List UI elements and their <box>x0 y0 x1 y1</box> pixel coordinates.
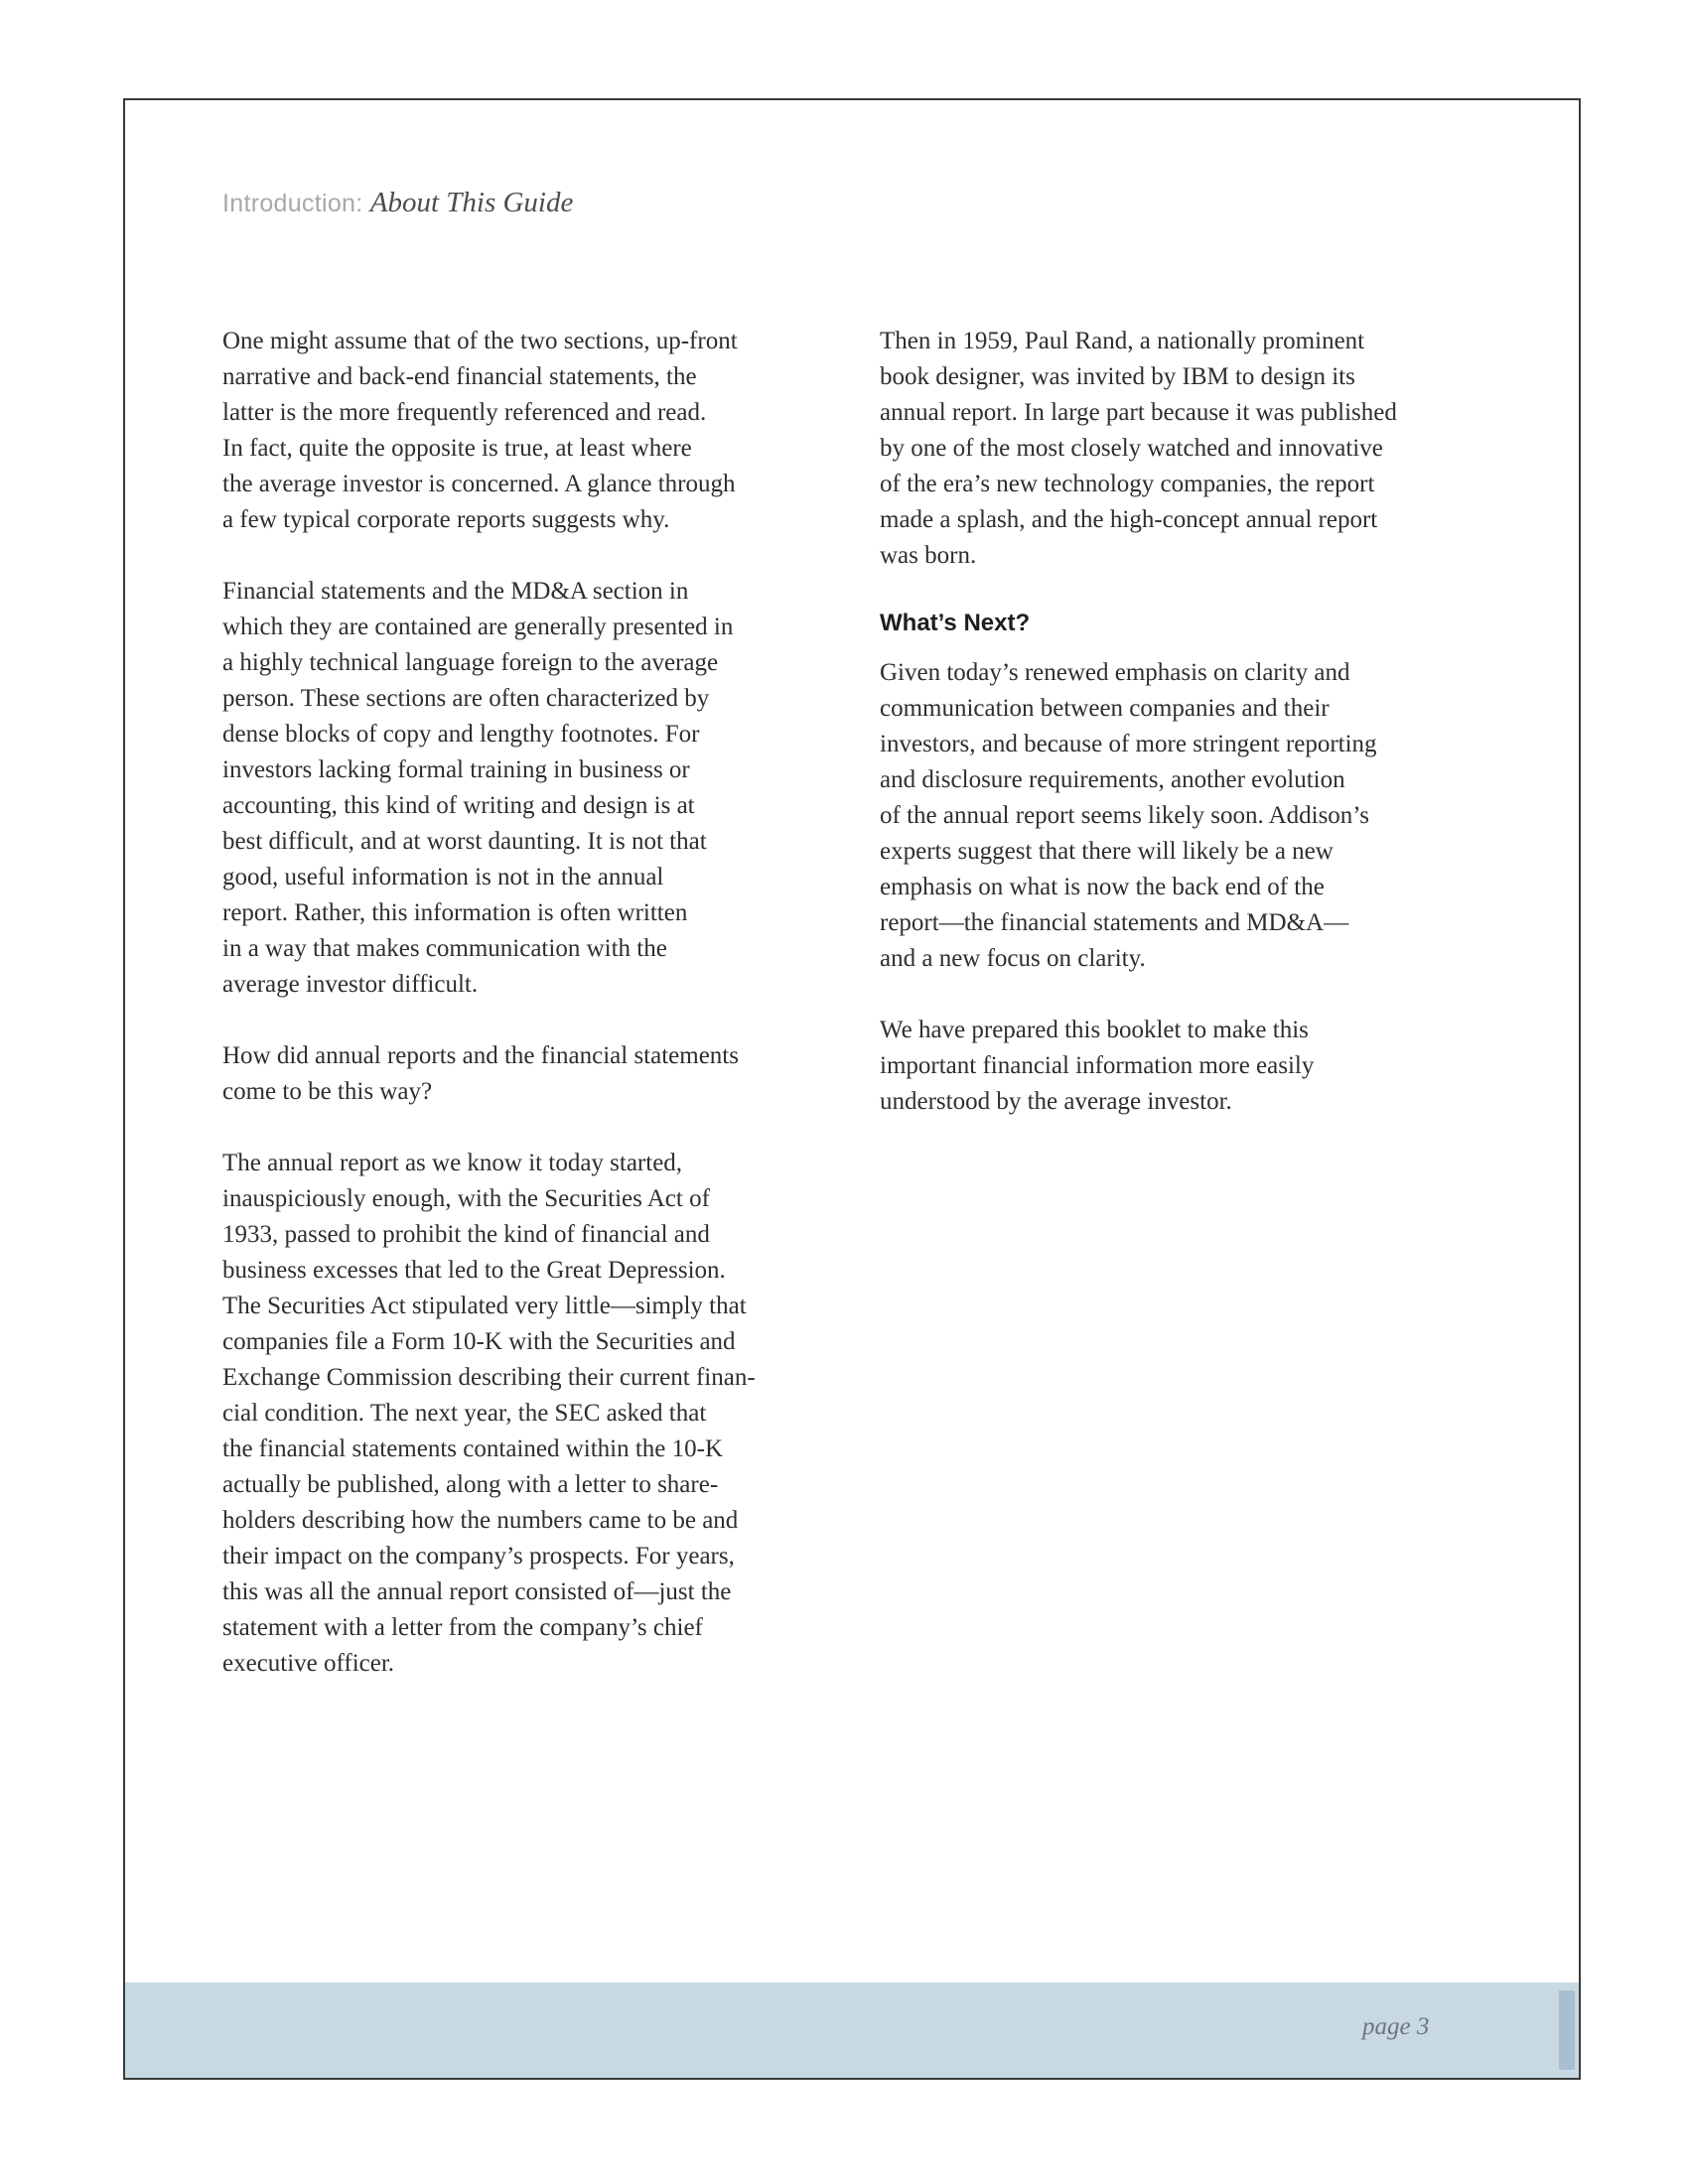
text-line: latter is the more frequently referenced and read. <box>222 399 707 426</box>
right-paragraph-2 <box>880 1013 1495 1120</box>
header-title: About This Guide <box>369 187 574 218</box>
footer-band-edge <box>1559 1990 1575 2070</box>
text-line: a few typical corporate reports suggests why. <box>222 506 670 533</box>
text-line: the financial statements contained within the 10-K <box>222 1435 724 1462</box>
text-line: statement with a letter from the company’s chief <box>222 1614 703 1641</box>
text-line: good, useful information is not in the annual <box>222 864 664 890</box>
text-line: We have prepared this booklet to make this <box>880 1017 1309 1043</box>
text-line: inauspiciously enough, with the Securities Act of <box>222 1185 710 1212</box>
text-line: was born. <box>880 542 977 569</box>
text-line: a highly technical language foreign to the average <box>222 649 719 676</box>
text-line: book designer, was invited by IBM to design its <box>880 363 1355 390</box>
text-line: of the era’s new technology companies, the report <box>880 471 1375 497</box>
left-paragraph-1 <box>222 324 838 538</box>
text-line: In fact, quite the opposite is true, at least where <box>222 435 692 462</box>
text-line: the average investor is concerned. A glance through <box>222 471 736 497</box>
page-number: page 3 <box>1362 2013 1430 2040</box>
text-line: of the annual report seems likely soon. Addison’s <box>880 802 1369 829</box>
text-line: investors lacking formal training in business or <box>222 756 690 783</box>
text-line: investors, and because of more stringent reporting <box>880 731 1377 757</box>
text-line: person. These sections are often characterized by <box>222 685 710 712</box>
text-line: narrative and back-end financial statements, the <box>222 363 697 390</box>
text-line: understood by the average investor. <box>880 1088 1232 1115</box>
text-line: Financial statements and the MD&A section in <box>222 578 689 605</box>
right-column <box>880 324 1495 1156</box>
header-section-label: Introduction: <box>222 190 363 217</box>
text-line: How did annual reports and the financial statements <box>222 1042 739 1069</box>
text-line: their impact on the company’s prospects. For years, <box>222 1543 735 1570</box>
text-line: in a way that makes communication with the <box>222 935 667 962</box>
footer-band <box>125 1982 1579 2078</box>
text-line: report—the financial statements and MD&A— <box>880 909 1349 936</box>
left-paragraph-2 <box>222 574 838 1003</box>
text-line: best difficult, and at worst daunting. It is not that <box>222 828 707 855</box>
text-line: 1933, passed to prohibit the kind of financial and <box>222 1221 710 1248</box>
left-paragraph-4 <box>222 1146 838 1682</box>
text-line: annual report. In large part because it was published <box>880 399 1397 426</box>
text-line: cial condition. The next year, the SEC asked that <box>222 1400 707 1427</box>
right-paragraph-1 <box>880 655 1495 977</box>
right-intro-paragraph <box>880 324 1495 574</box>
text-line: experts suggest that there will likely be a new <box>880 838 1334 865</box>
text-line: emphasis on what is now the back end of the <box>880 874 1325 900</box>
text-line: Then in 1959, Paul Rand, a nationally prominent <box>880 328 1365 354</box>
text-line: by one of the most closely watched and innovative <box>880 435 1383 462</box>
text-line: this was all the annual report consisted of—just the <box>222 1578 732 1605</box>
text-line: dense blocks of copy and lengthy footnotes. For <box>222 721 700 748</box>
text-line: companies file a Form 10-K with the Securities and <box>222 1328 736 1355</box>
running-header <box>222 185 573 221</box>
text-line: important financial information more easily <box>880 1052 1315 1079</box>
text-line: The annual report as we know it today started, <box>222 1150 683 1176</box>
text-line: average investor difficult. <box>222 971 479 998</box>
text-line: The Securities Act stipulated very little—simply that <box>222 1293 747 1319</box>
text-line: Given today’s renewed emphasis on clarity and <box>880 659 1350 686</box>
text-line: One might assume that of the two sections, up-front <box>222 328 738 354</box>
text-line: made a splash, and the high-concept annual report <box>880 506 1378 533</box>
left-paragraph-3 <box>222 1038 838 1110</box>
text-line: communication between companies and their <box>880 695 1330 722</box>
text-line: report. Rather, this information is often written <box>222 899 688 926</box>
text-line: and a new focus on clarity. <box>880 945 1146 972</box>
section-heading-whats-next: What’s Next? <box>880 610 1031 636</box>
text-line: business excesses that led to the Great Depression. <box>222 1257 726 1284</box>
text-line: which they are contained are generally presented in <box>222 614 734 640</box>
text-line: and disclosure requirements, another evolution <box>880 766 1345 793</box>
text-line: actually be published, along with a letter to share- <box>222 1471 719 1498</box>
text-line: executive officer. <box>222 1650 395 1677</box>
left-column <box>222 324 838 1717</box>
text-line: accounting, this kind of writing and design is at <box>222 792 695 819</box>
text-line: come to be this way? <box>222 1078 433 1105</box>
text-line: Exchange Commission describing their current finan- <box>222 1364 756 1391</box>
text-line: holders describing how the numbers came to be and <box>222 1507 739 1534</box>
